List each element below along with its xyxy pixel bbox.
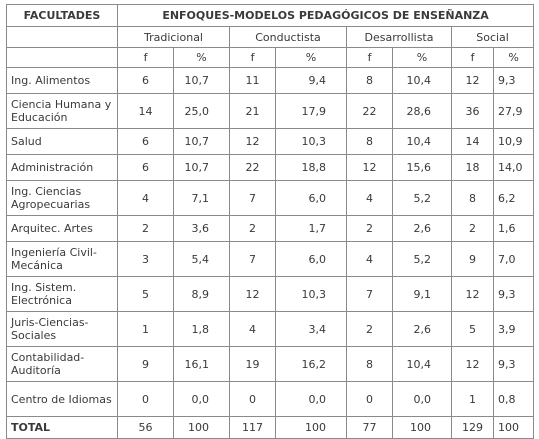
frequency-cell: 7 bbox=[230, 242, 276, 277]
frequency-cell: 19 bbox=[230, 347, 276, 382]
sub-header-percent: % bbox=[494, 48, 534, 68]
table-row bbox=[7, 94, 534, 129]
percent-cell: 28,6 bbox=[393, 94, 452, 129]
frequency-cell: 7 bbox=[230, 181, 276, 216]
sub-header-f: f bbox=[230, 48, 276, 68]
percent-cell: 14,0 bbox=[494, 155, 534, 181]
percent-cell: 10,4 bbox=[393, 68, 452, 94]
percent-cell: 10,3 bbox=[276, 129, 347, 155]
percent-cell: 10,4 bbox=[393, 129, 452, 155]
percent-cell: 3,6 bbox=[174, 216, 230, 242]
percent-cell: 27,9 bbox=[494, 94, 534, 129]
table-row bbox=[7, 129, 534, 155]
percent-cell: 7,1 bbox=[174, 181, 230, 216]
percent-cell: 10,3 bbox=[276, 277, 347, 312]
percent-cell: 2,6 bbox=[393, 216, 452, 242]
total-label: TOTAL bbox=[7, 417, 118, 439]
frequency-cell: 9 bbox=[118, 347, 174, 382]
model-header-conductista: Conductista bbox=[230, 27, 347, 48]
faculty-name: Centro de Idiomas bbox=[7, 382, 118, 417]
percent-cell: 6,2 bbox=[494, 181, 534, 216]
frequency-cell: 8 bbox=[452, 181, 494, 216]
percent-cell: 17,9 bbox=[276, 94, 347, 129]
percent-cell: 6,0 bbox=[276, 181, 347, 216]
group-header: ENFOQUES-MODELOS PEDAGÓGICOS DE ENSEÑANZA bbox=[118, 5, 534, 27]
table-row bbox=[7, 216, 534, 242]
percent-cell: 7,0 bbox=[494, 242, 534, 277]
model-header-desarrollista: Desarrollista bbox=[347, 27, 452, 48]
sub-header-percent: % bbox=[276, 48, 347, 68]
frequency-cell: 8 bbox=[347, 68, 393, 94]
percent-cell: 9,3 bbox=[494, 347, 534, 382]
frequency-cell: 2 bbox=[118, 216, 174, 242]
model-header-social: Social bbox=[452, 27, 534, 48]
model-header-tradicional: Tradicional bbox=[118, 27, 230, 48]
table-row bbox=[7, 277, 534, 312]
faculty-name: Salud bbox=[7, 129, 118, 155]
percent-cell: 10,7 bbox=[174, 129, 230, 155]
percent-cell: 0,8 bbox=[494, 382, 534, 417]
total-frequency-cell: 56 bbox=[118, 417, 174, 439]
faculty-name: Ing. Ciencias Agropecuarias bbox=[7, 181, 118, 216]
frequency-cell: 1 bbox=[118, 312, 174, 347]
percent-cell: 10,9 bbox=[494, 129, 534, 155]
total-percent-cell: 100 bbox=[393, 417, 452, 439]
percent-cell: 10,4 bbox=[393, 347, 452, 382]
percent-cell: 10,7 bbox=[174, 155, 230, 181]
frequency-cell: 11 bbox=[230, 68, 276, 94]
percent-cell: 1,6 bbox=[494, 216, 534, 242]
empty-header-cell bbox=[7, 27, 118, 48]
percent-cell: 6,0 bbox=[276, 242, 347, 277]
frequency-cell: 4 bbox=[347, 242, 393, 277]
frequency-cell: 12 bbox=[230, 129, 276, 155]
total-frequency-cell: 129 bbox=[452, 417, 494, 439]
total-frequency-cell: 117 bbox=[230, 417, 276, 439]
faculty-name: Ing. Sistem. Electrónica bbox=[7, 277, 118, 312]
percent-cell: 16,2 bbox=[276, 347, 347, 382]
faculty-name: Ing. Alimentos bbox=[7, 68, 118, 94]
percent-cell: 5,2 bbox=[393, 242, 452, 277]
frequency-cell: 6 bbox=[118, 129, 174, 155]
percent-cell: 9,4 bbox=[276, 68, 347, 94]
sub-header-percent: % bbox=[174, 48, 230, 68]
frequency-cell: 4 bbox=[347, 181, 393, 216]
frequency-cell: 2 bbox=[452, 216, 494, 242]
total-row bbox=[7, 417, 534, 439]
sub-header-f: f bbox=[118, 48, 174, 68]
frequency-cell: 12 bbox=[347, 155, 393, 181]
table-row bbox=[7, 68, 534, 94]
frequency-cell: 7 bbox=[347, 277, 393, 312]
percent-cell: 9,3 bbox=[494, 277, 534, 312]
frequency-cell: 8 bbox=[347, 347, 393, 382]
total-percent-cell: 100 bbox=[494, 417, 534, 439]
frequency-cell: 22 bbox=[230, 155, 276, 181]
percent-cell: 2,6 bbox=[393, 312, 452, 347]
percent-cell: 9,1 bbox=[393, 277, 452, 312]
percent-cell: 0,0 bbox=[174, 382, 230, 417]
percent-cell: 1,8 bbox=[174, 312, 230, 347]
percent-cell: 3,4 bbox=[276, 312, 347, 347]
frequency-cell: 9 bbox=[452, 242, 494, 277]
frequency-cell: 4 bbox=[230, 312, 276, 347]
sub-header-f: f bbox=[452, 48, 494, 68]
percent-cell: 0,0 bbox=[393, 382, 452, 417]
corner-header: FACULTADES bbox=[7, 5, 118, 27]
frequency-cell: 2 bbox=[347, 312, 393, 347]
empty-header-cell bbox=[7, 48, 118, 68]
frequency-cell: 21 bbox=[230, 94, 276, 129]
total-frequency-cell: 77 bbox=[347, 417, 393, 439]
sub-header-f: f bbox=[347, 48, 393, 68]
frequency-cell: 18 bbox=[452, 155, 494, 181]
table-row bbox=[7, 347, 534, 382]
faculty-name: Ingeniería Civil-Mecánica bbox=[7, 242, 118, 277]
percent-cell: 25,0 bbox=[174, 94, 230, 129]
faculty-name: Contabilidad-Auditoría bbox=[7, 347, 118, 382]
frequency-cell: 12 bbox=[230, 277, 276, 312]
frequency-cell: 6 bbox=[118, 155, 174, 181]
frequency-cell: 6 bbox=[118, 68, 174, 94]
table-row bbox=[7, 155, 534, 181]
percent-cell: 15,6 bbox=[393, 155, 452, 181]
percent-cell: 8,9 bbox=[174, 277, 230, 312]
table-row bbox=[7, 312, 534, 347]
percent-cell: 9,3 bbox=[494, 68, 534, 94]
percent-cell: 3,9 bbox=[494, 312, 534, 347]
frequency-cell: 0 bbox=[118, 382, 174, 417]
frequency-cell: 0 bbox=[230, 382, 276, 417]
frequency-cell: 12 bbox=[452, 277, 494, 312]
frequency-cell: 2 bbox=[230, 216, 276, 242]
frequency-cell: 14 bbox=[118, 94, 174, 129]
frequency-cell: 2 bbox=[347, 216, 393, 242]
frequency-cell: 5 bbox=[118, 277, 174, 312]
sub-header-percent: % bbox=[393, 48, 452, 68]
percent-cell: 1,7 bbox=[276, 216, 347, 242]
table-row bbox=[7, 242, 534, 277]
faculty-name: Ciencia Humana y Educación bbox=[7, 94, 118, 129]
frequency-cell: 1 bbox=[452, 382, 494, 417]
percent-cell: 5,2 bbox=[393, 181, 452, 216]
total-percent-cell: 100 bbox=[174, 417, 230, 439]
faculty-name: Administración bbox=[7, 155, 118, 181]
percent-cell: 18,8 bbox=[276, 155, 347, 181]
frequency-cell: 8 bbox=[347, 129, 393, 155]
frequency-cell: 4 bbox=[118, 181, 174, 216]
frequency-cell: 14 bbox=[452, 129, 494, 155]
table-row bbox=[7, 382, 534, 417]
table-row bbox=[7, 181, 534, 216]
faculty-name: Juris-Ciencias-Sociales bbox=[7, 312, 118, 347]
percent-cell: 0,0 bbox=[276, 382, 347, 417]
frequency-cell: 12 bbox=[452, 68, 494, 94]
percent-cell: 16,1 bbox=[174, 347, 230, 382]
frequency-cell: 22 bbox=[347, 94, 393, 129]
frequency-cell: 12 bbox=[452, 347, 494, 382]
percent-cell: 10,7 bbox=[174, 68, 230, 94]
frequency-cell: 3 bbox=[118, 242, 174, 277]
total-percent-cell: 100 bbox=[276, 417, 347, 439]
pedagogical-models-table bbox=[6, 4, 534, 439]
faculty-name: Arquitec. Artes bbox=[7, 216, 118, 242]
frequency-cell: 5 bbox=[452, 312, 494, 347]
percent-cell: 5,4 bbox=[174, 242, 230, 277]
table-body bbox=[7, 68, 534, 439]
frequency-cell: 0 bbox=[347, 382, 393, 417]
faculties-table-container bbox=[6, 4, 533, 439]
frequency-cell: 36 bbox=[452, 94, 494, 129]
